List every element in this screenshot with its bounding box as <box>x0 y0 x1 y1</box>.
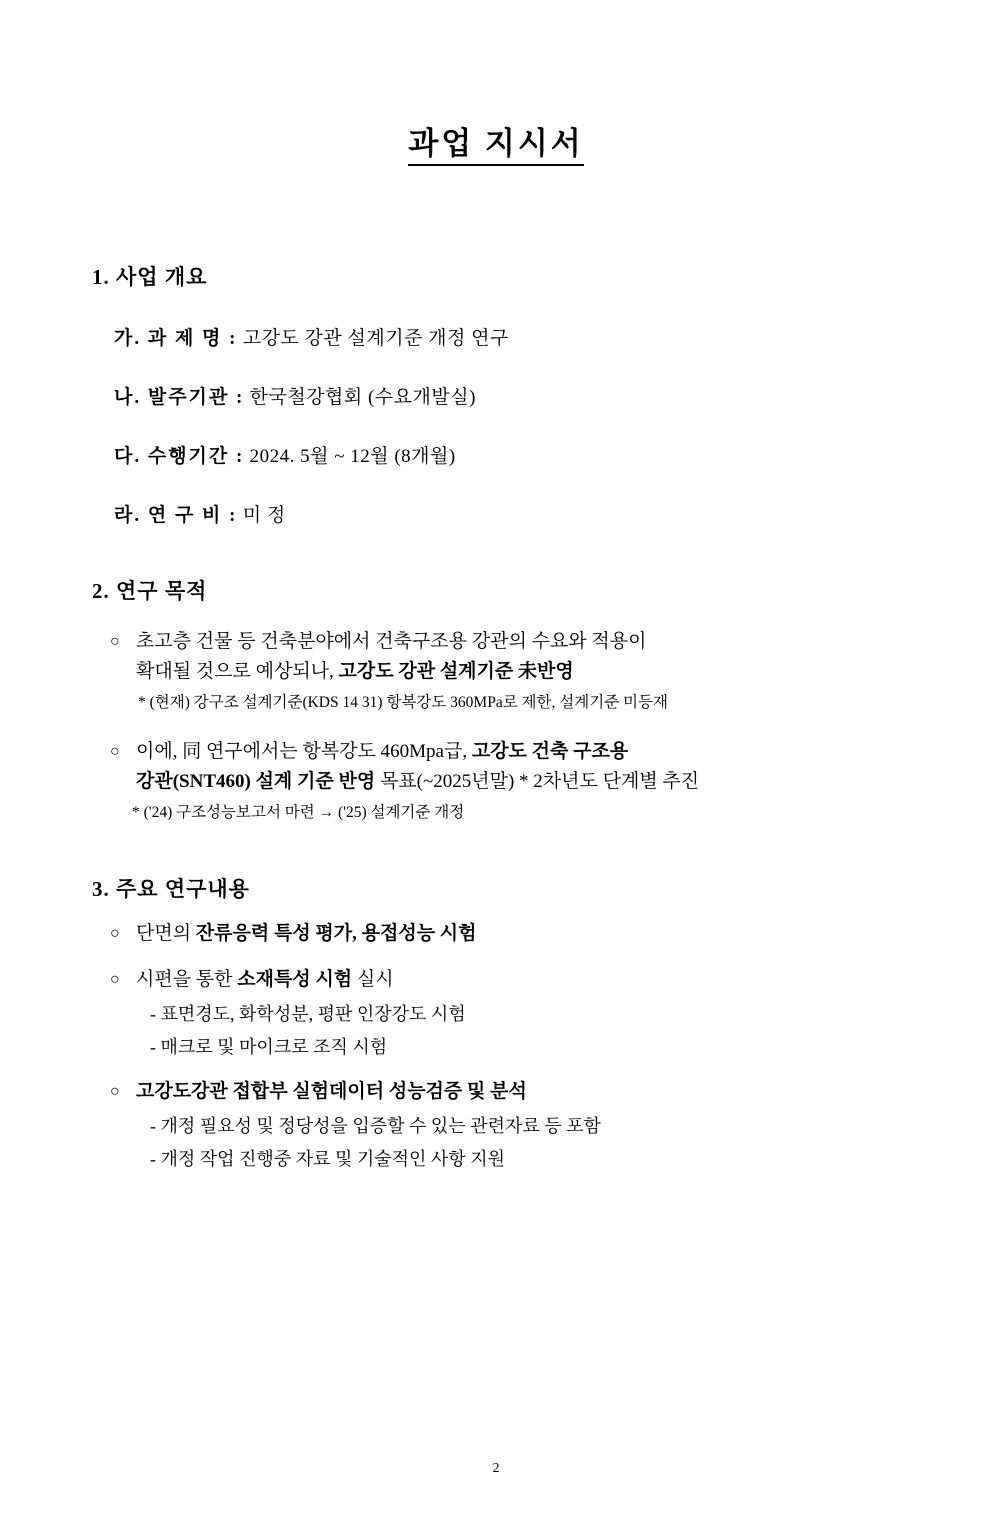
bullet2-line-1-bold: 고강도 건축 구조용 <box>471 741 629 762</box>
field-project-name-label: 가. 과 제 명 : <box>114 328 238 349</box>
page-number: 2 <box>492 1461 500 1476</box>
bullet-line-2-normal: 확대될 것으로 예상되나, <box>136 661 339 682</box>
sub-list-item: - 표면경도, 화학성분, 평판 인장강도 시험 <box>150 1004 466 1024</box>
page-title <box>92 118 900 163</box>
bullet-text <box>136 627 646 687</box>
bullet-marker-icon: ○ <box>110 925 120 942</box>
bullet-bold: 소재특성 시험 <box>237 969 353 990</box>
section-heading-2: 2. 연구 목적 <box>92 579 208 603</box>
section-heading-3: 3. 주요 연구내용 <box>92 877 250 901</box>
footnote-roadmap: * ('24) 구조성능보고서 마련 → ('25) 설계기준 개정 <box>132 804 465 821</box>
field-period-label: 다. 수행기간 : <box>114 446 245 467</box>
bullet-marker-icon: ○ <box>110 1083 120 1100</box>
bullet2-line-2-bold: 강관(SNT460) 설계 기준 반영 <box>136 771 376 792</box>
bullet-marker-icon: ○ <box>110 971 120 988</box>
field-budget-label: 라. 연 구 비 : <box>114 505 238 526</box>
field-client-org <box>114 382 900 409</box>
bullet-item <box>110 737 900 797</box>
document-page <box>0 118 992 1521</box>
bullet-item <box>110 919 900 949</box>
bullet2-line-2-normal: 목표(~2025년말) * 2차년도 단계별 추진 <box>375 771 700 792</box>
field-budget-value: 미 정 <box>242 505 286 526</box>
bullet-item <box>110 965 900 995</box>
bullet-line-1: 초고층 건물 등 건축분야에서 건축구조용 강관의 수요와 적용이 <box>136 631 647 652</box>
field-budget <box>114 500 900 527</box>
field-period-value: 2024. 5월 ~ 12월 (8개월) <box>249 446 456 467</box>
field-client-org-value: 한국철강협회 (수요개발실) <box>249 387 476 408</box>
bullet2-line-1-normal: 이에, 同 연구에서는 항복강도 460Mpa급, <box>136 741 472 762</box>
bullet-marker-icon: ○ <box>110 743 120 760</box>
sub-list-item: - 개정 작업 진행중 자료 및 기술적인 사항 지원 <box>150 1149 505 1169</box>
bullet-text <box>136 737 699 797</box>
bullet-item <box>110 627 900 687</box>
bullet-prefix: 단면의 <box>136 923 196 944</box>
bullet-text <box>136 965 394 995</box>
field-client-org-label: 나. 발주기관 : <box>114 387 245 408</box>
section-research-content <box>92 873 900 1173</box>
bullet-marker-icon: ○ <box>110 633 120 650</box>
bullet-item <box>110 1077 900 1107</box>
bullet-prefix: 시편을 통한 <box>136 969 238 990</box>
section-business-overview <box>92 261 900 527</box>
bullet-text <box>136 919 477 949</box>
field-project-name <box>114 323 900 350</box>
sub-list-item: - 매크로 및 마이크로 조직 시험 <box>150 1037 388 1057</box>
footnote-current-standard: * (현재) 강구조 설계기준(KDS 14 31) 항복강도 360MPa로 제한, 설계기준 미등재 <box>138 694 668 711</box>
bullet-text <box>136 1077 527 1107</box>
sub-list-item: - 개정 필요성 및 정당성을 입증할 수 있는 관련자료 등 포함 <box>150 1116 601 1136</box>
page-title-text: 과업 지시서 <box>408 126 583 166</box>
field-project-name-value: 고강도 강관 설계기준 개정 연구 <box>242 328 509 349</box>
field-period <box>114 441 900 468</box>
bullet-line-2-bold: 고강도 강관 설계기준 未반영 <box>338 661 574 682</box>
section-heading-1: 1. 사업 개요 <box>92 265 208 289</box>
bullet-bold: 잔류응력 특성 평가, 용접성능 시험 <box>195 923 477 944</box>
section-research-purpose <box>92 575 900 825</box>
bullet-bold: 고강도강관 접합부 실험데이터 성능검증 및 분석 <box>136 1081 527 1102</box>
bullet-suffix: 실시 <box>352 969 394 990</box>
